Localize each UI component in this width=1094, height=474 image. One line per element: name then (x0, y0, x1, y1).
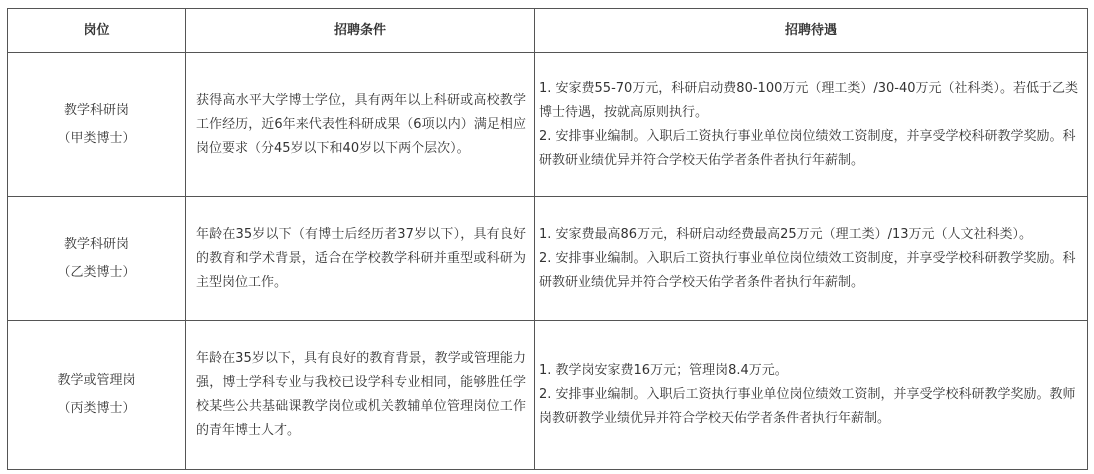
table-row (8, 53, 1088, 197)
position-cell (8, 197, 186, 321)
position-cell (8, 321, 186, 470)
header-row (8, 9, 1088, 53)
treatment-item: 2. 安排事业编制。入职后工资执行事业单位岗位绩效工资制度，并享受学校科研教学奖励。科研教研业绩优异并符合学校天佑学者条件者执行年薪制。 (539, 128, 1076, 168)
treatment-cell (535, 321, 1088, 470)
conditions-cell: 年龄在35岁以下，具有良好的教育背景，教学或管理能力强，博士学科专业与我校已设学科专业相同，能够胜任学校某些公共基础课教学岗位或机关教辅单位管理岗位工作的青年博士人才。 (186, 321, 535, 470)
table-row (8, 321, 1088, 470)
position-title: 教学或管理岗 (57, 373, 136, 388)
treatment-cell (535, 53, 1088, 197)
treatment-item: 2. 安排事业编制。入职后工资执行事业单位岗位绩效工资制，并享受学校科研教学奖励。教师岗教研教学业绩优异并符合学校天佑学者条件者执行年薪制。 (539, 387, 1076, 426)
treatment-item: 2. 安排事业编制。入职后工资执行事业单位岗位绩效工资制度，并享受学校科研教学奖励。科研教研业绩优异并符合学校天佑学者条件者执行年薪制。 (539, 250, 1076, 290)
position-title: 教学科研岗 (63, 236, 129, 252)
header-conditions: 招聘条件 (186, 9, 535, 53)
conditions-cell: 年龄在35岁以下（有博士后经历者37岁以下），具有良好的教育和学术背景，适合在学校教学科研并重型或科研为主型岗位工作。 (186, 197, 535, 321)
treatment-item: 1. 安家费55-70万元，科研启动费80-100万元（理工类）/30-40万元（社科类）。若低于乙类博士待遇，按就高原则执行。 (539, 80, 1079, 120)
treatment-item: 1. 安家费最高86万元，科研启动经费最高25万元（理工类）/13万元（人文社科类）。 (539, 226, 1033, 242)
recruitment-table (7, 8, 1088, 470)
position-category: （丙类博士） (57, 401, 136, 416)
position-title: 教学科研岗 (63, 102, 129, 118)
position-category: （乙类博士） (57, 264, 136, 280)
conditions-cell: 获得高水平大学博士学位，具有两年以上科研或高校教学工作经历，近6年来代表性科研成果（6项以内）满足相应岗位要求（分45岁以下和40岁以下两个层次）。 (186, 53, 535, 197)
header-position: 岗位 (8, 9, 186, 53)
position-cell (8, 53, 186, 197)
treatment-item: 1. 教学岗安家费16万元；管理岗8.4万元。 (539, 363, 788, 378)
position-category: （甲类博士） (57, 130, 136, 146)
treatment-cell (535, 197, 1088, 321)
header-treatment: 招聘待遇 (535, 9, 1088, 53)
table-row (8, 197, 1088, 321)
